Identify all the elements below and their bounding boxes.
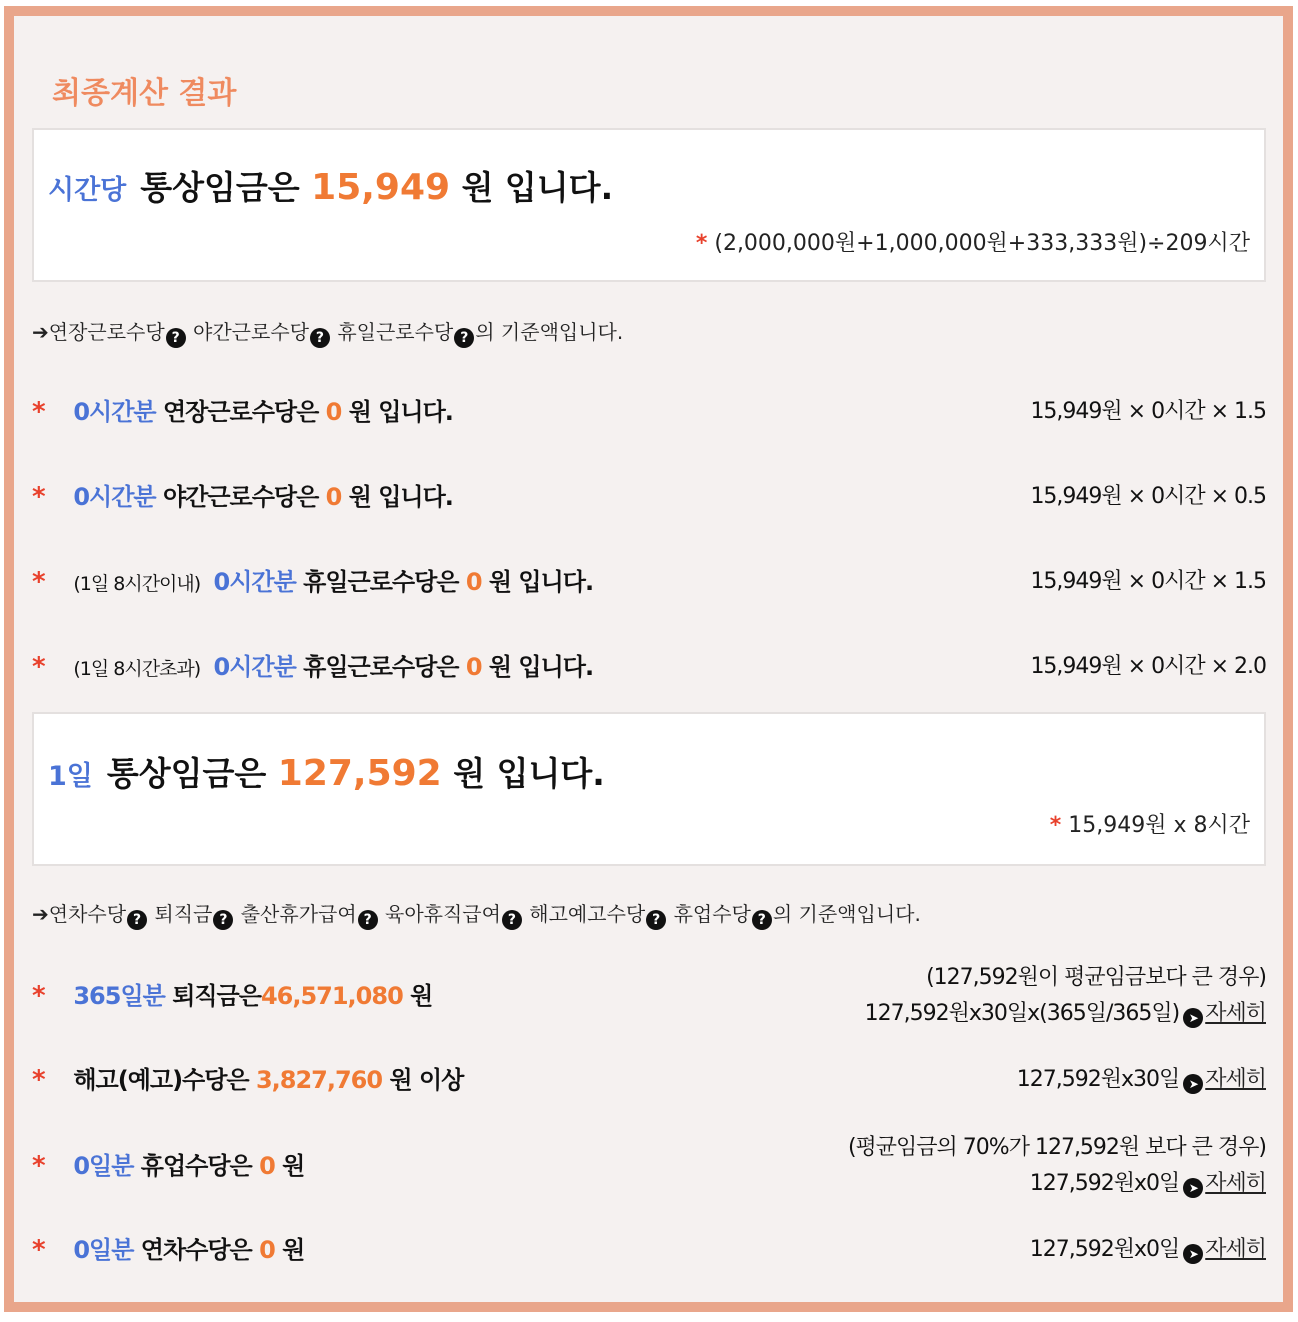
daily-wage-headline (48, 748, 605, 795)
row-formula: 15,949원 × 0시간 × 1.5 (1030, 399, 1266, 424)
row-label: 휴업수당은 (140, 1152, 252, 1180)
page-title: 최종계산 결과 (52, 76, 237, 111)
row-formula: 127,592원x0일 (1029, 1171, 1180, 1196)
row-star: * (32, 652, 45, 682)
row-formula: 15,949원 × 0시간 × 2.0 (1030, 654, 1266, 679)
result-panel (4, 6, 1293, 1312)
hourly-formula (696, 226, 1250, 257)
row-star: * (32, 567, 45, 597)
row-star: * (32, 981, 45, 1011)
question-circle-icon[interactable]: ? (310, 328, 330, 348)
basis-tail: 의 기준액입니다. (475, 320, 624, 344)
row-amount: 0 (465, 568, 482, 596)
row-label: 연장근로수당은 (162, 398, 319, 426)
arrow-icon: ➔ (32, 320, 49, 344)
question-circle-icon[interactable]: ? (752, 910, 772, 930)
question-circle-icon[interactable]: ? (358, 910, 378, 930)
row-suffix: 원 (410, 982, 433, 1010)
chevron-right-circle-icon[interactable]: ➤ (1183, 1074, 1203, 1094)
row-unit: 0일분 (73, 1236, 134, 1264)
daily-unit: 1일 (48, 761, 93, 792)
holiday-allowance-over-8h-row (32, 643, 1266, 683)
holiday-allowance-within-8h-row (32, 558, 1266, 598)
row-amount: 0 (325, 483, 342, 511)
row-label: 휴일근로수당은 (303, 653, 459, 681)
detail-link[interactable]: 자세히 (1205, 1237, 1266, 1262)
note-star: * (1049, 813, 1062, 838)
daily-amount: 127,592 (277, 753, 442, 794)
row-formula: 15,949원 × 0시간 × 0.5 (1030, 484, 1266, 509)
row-amount: 0 (325, 398, 342, 426)
question-circle-icon[interactable]: ? (166, 328, 186, 348)
row-suffix: 원 (282, 1236, 305, 1264)
row-prefix: (1일 8시간초과) (73, 658, 201, 680)
row-unit: 365일분 (73, 982, 165, 1010)
row-formula: 127,592원x30일x(365일/365일) (864, 1001, 1180, 1026)
hourly-suffix: 원 입니다. (461, 168, 614, 207)
basis-item: 퇴직금 (154, 902, 213, 926)
chevron-right-circle-icon[interactable]: ➤ (1183, 1008, 1203, 1028)
chevron-right-circle-icon[interactable]: ➤ (1183, 1244, 1203, 1264)
row-condition: (127,592원이 평균임금보다 큰 경우) (926, 965, 1266, 990)
hourly-wage-headline (48, 162, 613, 209)
row-amount: 0 (465, 653, 482, 681)
night-allowance-row (32, 473, 1266, 513)
detail-link[interactable]: 자세히 (1205, 1171, 1266, 1196)
row-formula: 127,592원x30일 (1016, 1067, 1180, 1092)
detail-link[interactable]: 자세히 (1205, 1001, 1266, 1026)
row-condition: (평균임금의 70%가 127,592원 보다 큰 경우) (847, 1135, 1266, 1160)
row-amount: 3,827,760 (255, 1066, 383, 1094)
row-label: 퇴직금은 (172, 982, 261, 1010)
row-label: 야간근로수당은 (162, 483, 319, 511)
row-suffix: 원 입니다. (348, 483, 453, 511)
basis-item: 연차수당 (48, 902, 127, 926)
note-star: * (695, 231, 708, 256)
question-circle-icon[interactable]: ? (502, 910, 522, 930)
row-unit: 0시간분 (213, 568, 296, 596)
basis-line-daily (32, 898, 921, 930)
basis-item: 야간근로수당 (193, 320, 309, 344)
daily-suffix: 원 입니다. (453, 754, 605, 793)
row-suffix: 원 입니다. (488, 653, 594, 681)
annual-leave-allowance-row (32, 1226, 1266, 1266)
question-circle-icon[interactable]: ? (213, 910, 233, 930)
overtime-allowance-row (32, 388, 1266, 428)
hourly-unit: 시간당 (48, 175, 127, 206)
basis-item: 육아휴직급여 (385, 902, 501, 926)
dismissal-notice-pay-row (32, 1056, 1266, 1096)
row-unit: 0시간분 (73, 398, 156, 426)
row-amount: 0 (259, 1236, 275, 1264)
daily-label: 통상임금은 (106, 754, 267, 793)
hourly-amount: 15,949 (311, 167, 451, 208)
basis-item: 연장근로수당 (48, 320, 165, 344)
severance-pay-row (32, 965, 1266, 1026)
row-star: * (32, 1235, 45, 1265)
suspension-allowance-row (32, 1135, 1266, 1196)
row-star: * (32, 397, 45, 427)
row-unit: 0시간분 (73, 483, 156, 511)
row-amount: 0 (259, 1152, 275, 1180)
question-circle-icon[interactable]: ? (454, 328, 474, 348)
arrow-icon: ➔ (32, 902, 49, 926)
row-prefix: (1일 8시간이내) (73, 573, 201, 595)
row-label: 연차수당은 (140, 1236, 252, 1264)
hourly-label: 통상임금은 (140, 168, 300, 207)
daily-formula (1050, 808, 1250, 839)
row-label: 휴일근로수당은 (303, 568, 459, 596)
basis-line-hourly (32, 316, 623, 348)
row-suffix: 원 입니다. (488, 568, 594, 596)
basis-tail: 의 기준액입니다. (772, 902, 921, 926)
row-star: * (32, 1151, 45, 1181)
question-circle-icon[interactable]: ? (646, 910, 666, 930)
basis-item: 해고예고수당 (529, 902, 646, 926)
row-label: 해고(예고)수당은 (73, 1066, 249, 1094)
basis-item: 휴업수당 (673, 902, 751, 926)
row-formula: 15,949원 × 0시간 × 1.5 (1030, 569, 1266, 594)
hourly-wage-box (32, 128, 1266, 282)
row-unit: 0시간분 (213, 653, 296, 681)
row-unit: 0일분 (73, 1152, 134, 1180)
row-amount: 46,571,080 (260, 982, 403, 1010)
row-suffix: 원 이상 (389, 1066, 464, 1094)
daily-wage-box (32, 712, 1266, 866)
hourly-formula-text: (2,000,000원+1,000,000원+333,333원)÷209시간 (714, 231, 1250, 256)
basis-item: 출산휴가급여 (240, 902, 357, 926)
row-suffix: 원 (282, 1152, 305, 1180)
row-suffix: 원 입니다. (348, 398, 453, 426)
row-formula: 127,592원x0일 (1029, 1237, 1180, 1262)
row-star: * (32, 1065, 45, 1095)
daily-formula-text: 15,949원 x 8시간 (1068, 813, 1250, 838)
chevron-right-circle-icon[interactable]: ➤ (1183, 1178, 1203, 1198)
basis-item: 휴일근로수당 (337, 320, 454, 344)
row-star: * (32, 482, 45, 512)
detail-link[interactable]: 자세히 (1205, 1067, 1266, 1092)
question-circle-icon[interactable]: ? (127, 910, 147, 930)
